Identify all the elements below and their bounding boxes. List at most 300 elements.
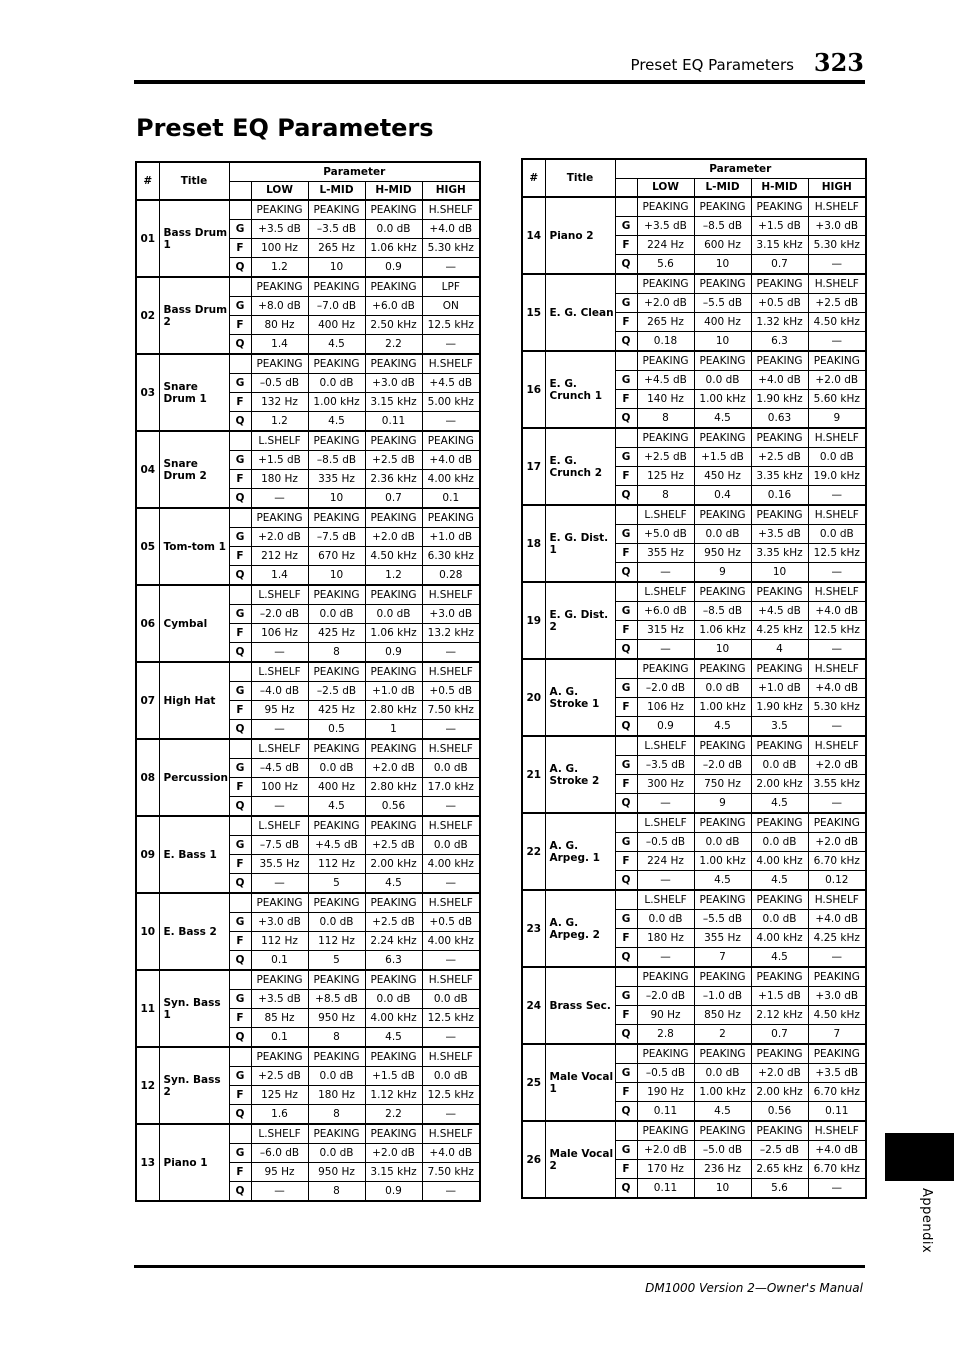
param-g-cell: +1.0 dB — [751, 678, 808, 697]
param-q-cell: 3.5 — [751, 717, 808, 736]
row-label-g: G — [615, 755, 637, 774]
param-g-cell: –0.5 dB — [637, 832, 694, 851]
row-label-g: G — [615, 832, 637, 851]
param-f-cell: 6.70 kHz — [808, 852, 866, 871]
band-type-cell: H.SHELF — [808, 890, 866, 909]
band-type-cell: H.SHELF — [422, 1047, 480, 1066]
param-q-cell: 0.7 — [751, 255, 808, 274]
param-f-cell: 265 Hz — [637, 313, 694, 332]
band-type-cell: PEAKING — [308, 739, 365, 758]
row-label-q: Q — [615, 948, 637, 967]
band-type-cell: H.SHELF — [808, 659, 866, 678]
band-type-cell: PEAKING — [694, 967, 751, 986]
row-label-blank — [615, 1044, 637, 1063]
preset-number: 07 — [136, 662, 159, 739]
band-type-cell: PEAKING — [637, 967, 694, 986]
param-f-cell: 224 Hz — [637, 852, 694, 871]
band-type-cell: LPF — [422, 277, 480, 296]
param-g-cell: 0.0 dB — [751, 832, 808, 851]
band-type-cell: L.SHELF — [637, 813, 694, 832]
preset-title: E. Bass 1 — [159, 816, 229, 893]
row-label-f: F — [229, 1009, 251, 1028]
param-g-cell: +2.0 dB — [251, 527, 308, 546]
band-type-cell: PEAKING — [308, 431, 365, 450]
col-header-num: # — [522, 159, 545, 197]
row-label-blank — [229, 508, 251, 527]
param-g-cell: –1.0 dB — [694, 986, 751, 1005]
param-q-cell: 0.7 — [365, 489, 422, 508]
band-type-cell: PEAKING — [751, 1121, 808, 1140]
param-q-cell: — — [422, 1028, 480, 1047]
col-header-num: # — [136, 162, 159, 200]
param-f-cell: 80 Hz — [251, 316, 308, 335]
preset-type-row — [522, 428, 866, 447]
param-f-cell: 1.00 kHz — [694, 698, 751, 717]
param-g-cell: 0.0 dB — [751, 909, 808, 928]
row-label-f: F — [229, 316, 251, 335]
param-q-cell: 4.5 — [694, 717, 751, 736]
band-type-cell: PEAKING — [308, 970, 365, 989]
param-q-cell: 0.28 — [422, 566, 480, 585]
param-g-cell: +1.5 dB — [751, 216, 808, 235]
param-f-cell: 670 Hz — [308, 547, 365, 566]
param-g-cell: +4.0 dB — [808, 601, 866, 620]
band-type-cell: H.SHELF — [808, 736, 866, 755]
row-label-g: G — [229, 758, 251, 777]
footer-rule — [134, 1265, 865, 1268]
param-q-cell: — — [637, 948, 694, 967]
param-q-cell: 10 — [694, 255, 751, 274]
row-label-g: G — [615, 909, 637, 928]
param-g-cell: +4.5 dB — [308, 835, 365, 854]
preset-number: 24 — [522, 967, 545, 1044]
band-type-cell: PEAKING — [365, 970, 422, 989]
band-type-cell: PEAKING — [637, 1044, 694, 1063]
param-q-cell: 2 — [694, 1025, 751, 1044]
row-label-q: Q — [229, 720, 251, 739]
row-label-blank — [229, 739, 251, 758]
row-label-q: Q — [229, 1028, 251, 1047]
param-f-cell: 1.00 kHz — [694, 390, 751, 409]
param-q-cell: 1.6 — [251, 1105, 308, 1124]
param-f-cell: 6.30 kHz — [422, 547, 480, 566]
param-q-cell: — — [808, 486, 866, 505]
param-q-cell: 9 — [808, 409, 866, 428]
param-g-cell: 0.0 dB — [694, 832, 751, 851]
col-header-low: LOW — [251, 181, 308, 200]
row-label-blank — [229, 816, 251, 835]
param-g-cell: –5.5 dB — [694, 293, 751, 312]
col-header-blank — [229, 181, 251, 200]
preset-type-row — [136, 508, 480, 527]
param-f-cell: 4.00 kHz — [751, 852, 808, 871]
param-f-cell: 4.50 kHz — [808, 1006, 866, 1025]
preset-type-row — [522, 274, 866, 293]
param-f-cell: 1.12 kHz — [365, 1086, 422, 1105]
param-f-cell: 112 Hz — [251, 932, 308, 951]
param-q-cell: 4.5 — [694, 871, 751, 890]
band-type-cell: PEAKING — [751, 351, 808, 370]
band-type-cell: H.SHELF — [808, 582, 866, 601]
preset-type-row — [136, 739, 480, 758]
param-f-cell: 85 Hz — [251, 1009, 308, 1028]
band-type-cell: PEAKING — [751, 890, 808, 909]
param-f-cell: 400 Hz — [308, 316, 365, 335]
band-type-cell: PEAKING — [365, 277, 422, 296]
row-label-blank — [615, 967, 637, 986]
param-q-cell: 10 — [308, 489, 365, 508]
param-q-cell: — — [808, 717, 866, 736]
band-type-cell: PEAKING — [251, 970, 308, 989]
param-f-cell: 1.06 kHz — [365, 239, 422, 258]
param-q-cell: 0.56 — [751, 1102, 808, 1121]
param-g-cell: +2.5 dB — [808, 293, 866, 312]
param-f-cell: 265 Hz — [308, 239, 365, 258]
param-f-cell: 4.50 kHz — [365, 547, 422, 566]
band-type-cell: H.SHELF — [422, 1124, 480, 1143]
param-g-cell: –2.0 dB — [637, 986, 694, 1005]
param-q-cell: 2.2 — [365, 1105, 422, 1124]
param-q-cell: 7 — [694, 948, 751, 967]
param-q-cell: — — [808, 563, 866, 582]
band-type-cell: PEAKING — [751, 659, 808, 678]
band-type-cell: H.SHELF — [422, 662, 480, 681]
row-label-g: G — [229, 1143, 251, 1162]
param-q-cell: 10 — [751, 563, 808, 582]
param-f-cell: 300 Hz — [637, 775, 694, 794]
param-q-cell: — — [251, 797, 308, 816]
param-g-cell: 0.0 dB — [637, 909, 694, 928]
param-f-cell: 12.5 kHz — [422, 1009, 480, 1028]
param-q-cell: 0.1 — [251, 1028, 308, 1047]
param-f-cell: 425 Hz — [308, 624, 365, 643]
preset-type-row — [522, 736, 866, 755]
param-g-cell: +3.0 dB — [808, 986, 866, 1005]
row-label-blank — [229, 893, 251, 912]
param-g-cell: –2.5 dB — [308, 681, 365, 700]
param-f-cell: 950 Hz — [308, 1163, 365, 1182]
preset-type-row — [522, 582, 866, 601]
band-type-cell: H.SHELF — [422, 585, 480, 604]
param-q-cell: 5.6 — [751, 1179, 808, 1198]
param-g-cell: +4.0 dB — [808, 1140, 866, 1159]
param-q-cell: 0.9 — [637, 717, 694, 736]
param-q-cell: 0.9 — [365, 258, 422, 277]
band-type-cell: H.SHELF — [422, 893, 480, 912]
band-type-cell: PEAKING — [365, 585, 422, 604]
param-f-cell: 19.0 kHz — [808, 467, 866, 486]
param-g-cell: +0.5 dB — [422, 912, 480, 931]
param-g-cell: +0.5 dB — [751, 293, 808, 312]
param-q-cell: — — [422, 412, 480, 431]
row-label-q: Q — [229, 566, 251, 585]
param-f-cell: 2.80 kHz — [365, 701, 422, 720]
preset-number: 14 — [522, 197, 545, 274]
row-label-q: Q — [229, 258, 251, 277]
param-f-cell: 4.00 kHz — [365, 1009, 422, 1028]
band-type-cell: L.SHELF — [637, 582, 694, 601]
row-label-g: G — [615, 1063, 637, 1082]
preset-type-row — [136, 662, 480, 681]
param-q-cell: 8 — [637, 409, 694, 428]
param-g-cell: +4.0 dB — [422, 1143, 480, 1162]
preset-title: E. G. Crunch 2 — [545, 428, 615, 505]
band-type-cell: H.SHELF — [422, 739, 480, 758]
row-label-blank — [229, 1047, 251, 1066]
param-q-cell: 8 — [308, 1105, 365, 1124]
row-label-f: F — [615, 390, 637, 409]
param-f-cell: 90 Hz — [637, 1006, 694, 1025]
row-label-g: G — [229, 450, 251, 469]
band-type-cell: PEAKING — [694, 505, 751, 524]
param-g-cell: +2.0 dB — [365, 1143, 422, 1162]
preset-number: 06 — [136, 585, 159, 662]
row-label-blank — [229, 200, 251, 219]
band-type-cell: L.SHELF — [637, 736, 694, 755]
row-label-g: G — [615, 986, 637, 1005]
header-rule — [134, 80, 865, 84]
band-type-cell: L.SHELF — [251, 1124, 308, 1143]
band-type-cell: PEAKING — [751, 813, 808, 832]
band-type-cell: H.SHELF — [808, 274, 866, 293]
param-q-cell: 0.7 — [751, 1025, 808, 1044]
band-type-cell: PEAKING — [365, 816, 422, 835]
band-type-cell: PEAKING — [694, 813, 751, 832]
band-type-cell: PEAKING — [751, 736, 808, 755]
param-q-cell: 5 — [308, 874, 365, 893]
param-q-cell: 6.3 — [751, 332, 808, 351]
band-type-cell: PEAKING — [637, 1121, 694, 1140]
param-g-cell: 0.0 dB — [308, 1066, 365, 1085]
param-g-cell: +3.5 dB — [251, 219, 308, 238]
param-f-cell: 4.00 kHz — [422, 855, 480, 874]
param-g-cell: +2.0 dB — [637, 1140, 694, 1159]
param-q-cell: — — [251, 489, 308, 508]
preset-type-row — [522, 1044, 866, 1063]
preset-number: 12 — [136, 1047, 159, 1124]
preset-type-row — [136, 431, 480, 450]
param-f-cell: 3.15 kHz — [751, 236, 808, 255]
param-g-cell: +2.0 dB — [808, 755, 866, 774]
band-type-cell: H.SHELF — [422, 354, 480, 373]
band-type-cell: PEAKING — [308, 1124, 365, 1143]
param-g-cell: +2.0 dB — [751, 1063, 808, 1082]
param-g-cell: +0.5 dB — [422, 681, 480, 700]
param-g-cell: 0.0 dB — [308, 604, 365, 623]
eq-table-left — [135, 161, 481, 1202]
row-label-blank — [229, 277, 251, 296]
param-f-cell: 6.70 kHz — [808, 1160, 866, 1179]
preset-number: 21 — [522, 736, 545, 813]
row-label-g: G — [615, 216, 637, 235]
param-f-cell: 112 Hz — [308, 932, 365, 951]
band-type-cell: PEAKING — [808, 351, 866, 370]
page-title: Preset EQ Parameters — [136, 114, 434, 142]
param-q-cell: — — [808, 794, 866, 813]
row-label-q: Q — [615, 717, 637, 736]
row-label-q: Q — [229, 951, 251, 970]
param-g-cell: +6.0 dB — [637, 601, 694, 620]
preset-title: Piano 1 — [159, 1124, 229, 1201]
param-f-cell: 3.35 kHz — [751, 467, 808, 486]
row-label-q: Q — [229, 335, 251, 354]
param-f-cell: 2.65 kHz — [751, 1160, 808, 1179]
param-g-cell: –7.5 dB — [251, 835, 308, 854]
param-q-cell: — — [637, 563, 694, 582]
band-type-cell: PEAKING — [694, 1044, 751, 1063]
preset-type-row — [136, 893, 480, 912]
row-label-f: F — [615, 929, 637, 948]
band-type-cell: L.SHELF — [251, 662, 308, 681]
param-q-cell: 1 — [365, 720, 422, 739]
param-f-cell: 2.50 kHz — [365, 316, 422, 335]
param-f-cell: 5.00 kHz — [422, 393, 480, 412]
param-f-cell: 5.30 kHz — [422, 239, 480, 258]
param-f-cell: 12.5 kHz — [422, 316, 480, 335]
row-label-q: Q — [229, 643, 251, 662]
band-type-cell: PEAKING — [308, 585, 365, 604]
param-q-cell: 4.5 — [751, 794, 808, 813]
param-f-cell: 2.36 kHz — [365, 470, 422, 489]
preset-title: Cymbal — [159, 585, 229, 662]
param-q-cell: 5 — [308, 951, 365, 970]
preset-title: Snare Drum 1 — [159, 354, 229, 431]
param-f-cell: 400 Hz — [308, 778, 365, 797]
param-g-cell: +2.0 dB — [365, 527, 422, 546]
param-g-cell: 0.0 dB — [694, 524, 751, 543]
param-g-cell: –5.0 dB — [694, 1140, 751, 1159]
param-q-cell: 0.56 — [365, 797, 422, 816]
row-label-blank — [229, 970, 251, 989]
band-type-cell: PEAKING — [751, 274, 808, 293]
band-type-cell: PEAKING — [694, 428, 751, 447]
preset-type-row — [522, 967, 866, 986]
param-q-cell: 10 — [694, 1179, 751, 1198]
row-label-q: Q — [615, 563, 637, 582]
band-type-cell: PEAKING — [251, 1047, 308, 1066]
row-label-g: G — [229, 835, 251, 854]
row-label-f: F — [615, 852, 637, 871]
preset-title: Syn. Bass 2 — [159, 1047, 229, 1124]
param-q-cell: 4.5 — [308, 412, 365, 431]
param-q-cell: 1.2 — [251, 258, 308, 277]
param-g-cell: +2.0 dB — [637, 293, 694, 312]
param-q-cell: 6.3 — [365, 951, 422, 970]
param-g-cell: +6.0 dB — [365, 296, 422, 315]
param-q-cell: — — [637, 794, 694, 813]
param-g-cell: –7.5 dB — [308, 527, 365, 546]
param-q-cell: 10 — [694, 332, 751, 351]
param-f-cell: 224 Hz — [637, 236, 694, 255]
row-label-f: F — [229, 778, 251, 797]
band-type-cell: H.SHELF — [422, 970, 480, 989]
param-q-cell: 4.5 — [308, 335, 365, 354]
preset-title: A. G. Arpeg. 2 — [545, 890, 615, 967]
row-label-q: Q — [229, 1182, 251, 1201]
param-g-cell: 0.0 dB — [365, 989, 422, 1008]
band-type-cell: PEAKING — [751, 582, 808, 601]
preset-number: 26 — [522, 1121, 545, 1198]
param-q-cell: 0.1 — [422, 489, 480, 508]
param-f-cell: 125 Hz — [637, 467, 694, 486]
band-type-cell: PEAKING — [694, 582, 751, 601]
row-label-f: F — [615, 544, 637, 563]
col-header-blank — [615, 178, 637, 197]
preset-type-row — [522, 197, 866, 216]
band-type-cell: H.SHELF — [422, 816, 480, 835]
band-type-cell: PEAKING — [308, 1047, 365, 1066]
row-label-g: G — [229, 219, 251, 238]
param-f-cell: 212 Hz — [251, 547, 308, 566]
param-g-cell: 0.0 dB — [308, 373, 365, 392]
param-f-cell: 950 Hz — [308, 1009, 365, 1028]
row-label-q: Q — [615, 1025, 637, 1044]
param-f-cell: 140 Hz — [637, 390, 694, 409]
band-type-cell: L.SHELF — [251, 431, 308, 450]
param-f-cell: 180 Hz — [308, 1086, 365, 1105]
param-g-cell: +1.5 dB — [694, 447, 751, 466]
param-q-cell: 8 — [308, 643, 365, 662]
band-type-cell: PEAKING — [751, 967, 808, 986]
preset-type-row — [136, 277, 480, 296]
row-label-blank — [615, 582, 637, 601]
param-q-cell: 0.11 — [637, 1179, 694, 1198]
param-q-cell: 2.2 — [365, 335, 422, 354]
param-q-cell: — — [251, 643, 308, 662]
param-g-cell: 0.0 dB — [308, 912, 365, 931]
row-label-g: G — [615, 678, 637, 697]
band-type-cell: PEAKING — [694, 736, 751, 755]
band-type-cell: H.SHELF — [808, 197, 866, 216]
param-g-cell: +2.5 dB — [365, 450, 422, 469]
param-g-cell: 0.0 dB — [365, 604, 422, 623]
band-type-cell: H.SHELF — [422, 200, 480, 219]
col-header-high: HIGH — [808, 178, 866, 197]
param-q-cell: 0.12 — [808, 871, 866, 890]
param-q-cell: — — [422, 1105, 480, 1124]
row-label-f: F — [229, 1163, 251, 1182]
row-label-q: Q — [229, 489, 251, 508]
band-type-cell: PEAKING — [251, 354, 308, 373]
param-q-cell: — — [422, 643, 480, 662]
preset-number: 17 — [522, 428, 545, 505]
preset-title: E. G. Dist. 2 — [545, 582, 615, 659]
preset-type-row — [136, 1047, 480, 1066]
row-label-g: G — [615, 524, 637, 543]
row-label-q: Q — [229, 874, 251, 893]
preset-title: A. G. Stroke 1 — [545, 659, 615, 736]
preset-number: 10 — [136, 893, 159, 970]
param-f-cell: 106 Hz — [637, 698, 694, 717]
param-g-cell: +2.5 dB — [365, 835, 422, 854]
band-type-cell: PEAKING — [694, 890, 751, 909]
param-q-cell: 10 — [308, 566, 365, 585]
row-label-f: F — [615, 775, 637, 794]
preset-number: 18 — [522, 505, 545, 582]
param-g-cell: –7.0 dB — [308, 296, 365, 315]
row-label-q: Q — [229, 412, 251, 431]
band-type-cell: L.SHELF — [251, 739, 308, 758]
preset-type-row — [136, 585, 480, 604]
band-type-cell: PEAKING — [365, 662, 422, 681]
band-type-cell: PEAKING — [751, 197, 808, 216]
preset-number: 05 — [136, 508, 159, 585]
preset-number: 15 — [522, 274, 545, 351]
band-type-cell: L.SHELF — [637, 505, 694, 524]
col-header-hmid: H-MID — [365, 181, 422, 200]
param-g-cell: +2.5 dB — [751, 447, 808, 466]
band-type-cell: PEAKING — [808, 967, 866, 986]
